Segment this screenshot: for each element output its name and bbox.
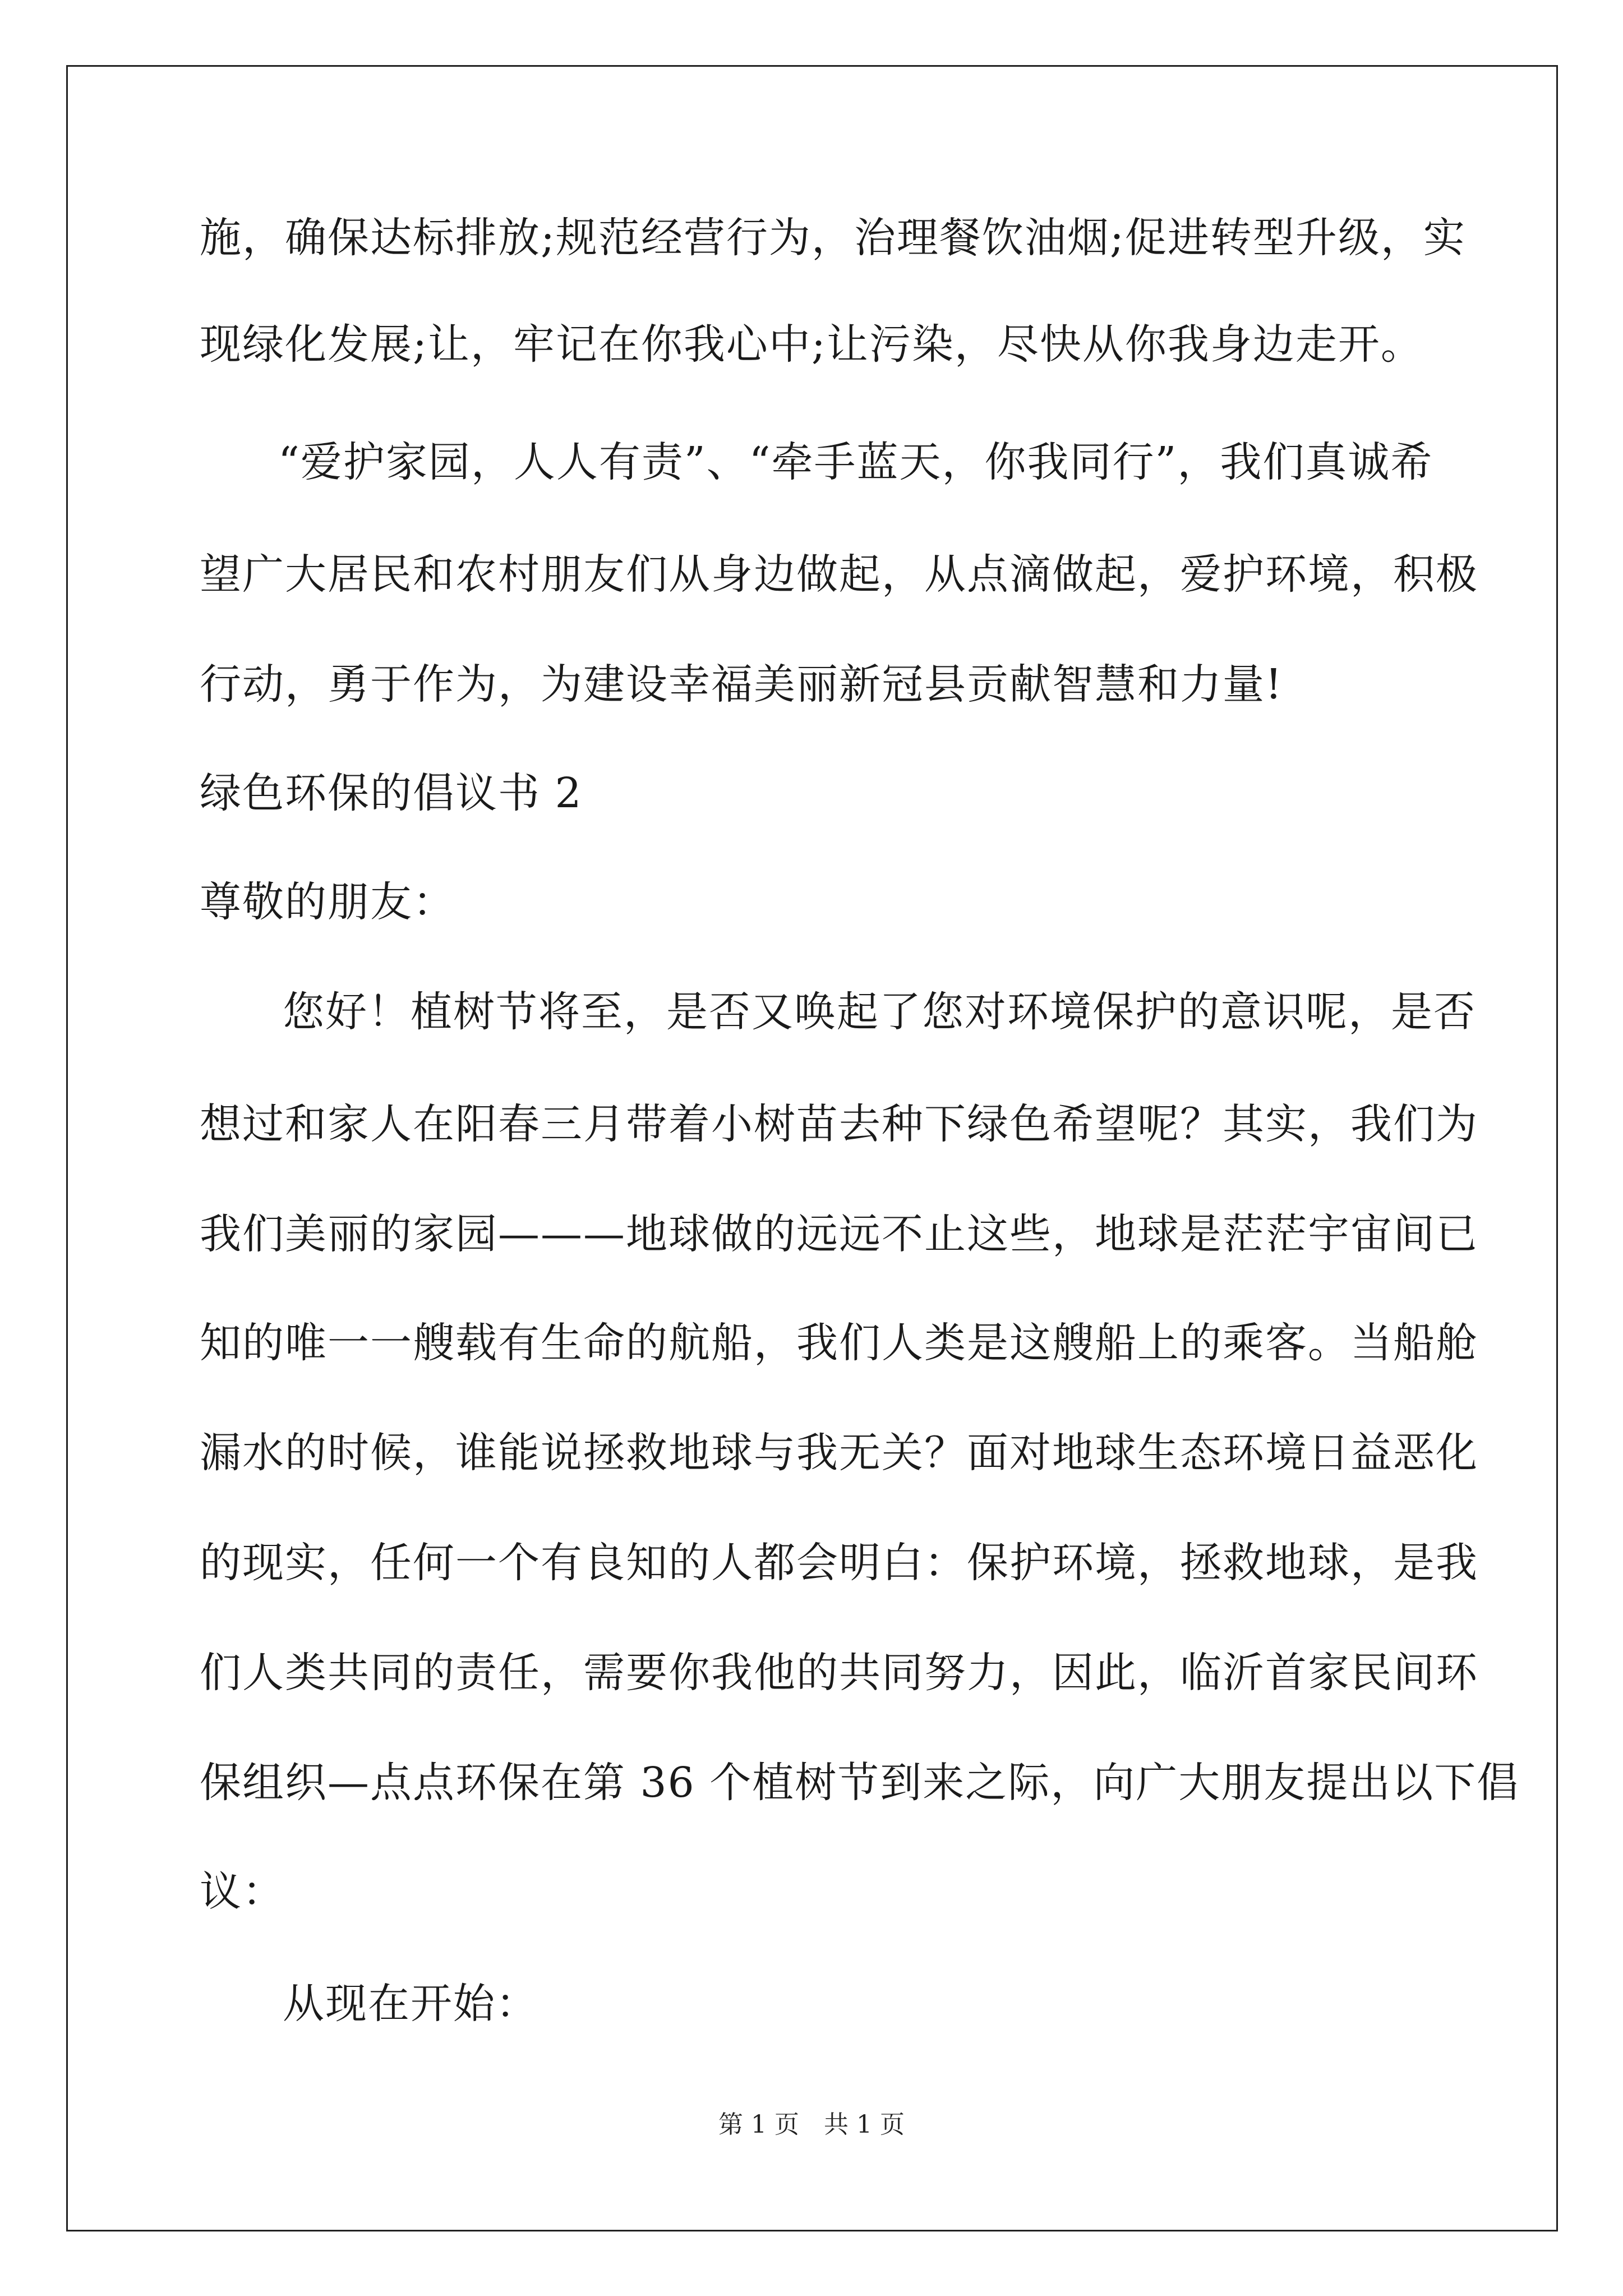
text-line: “爱护家园，人人有责”、“牵手蓝天，你我同行”，我们真诚希 bbox=[278, 438, 1433, 486]
text-line: 议： bbox=[200, 1867, 285, 1916]
text-line: 保组织—点点环保在第 36 个植树节到来之际，向广大朋友提出以下倡 bbox=[200, 1759, 1520, 1807]
text-line: 漏水的时候，谁能说拯救地球与我无关？面对地球生态环境日益恶化 bbox=[200, 1429, 1478, 1477]
text-line: 您好！植树节将至，是否又唤起了您对环境保护的意识呢，是否 bbox=[283, 988, 1476, 1036]
text-line: 想过和家人在阳春三月带着小树苗去种下绿色希望呢？其实，我们为 bbox=[200, 1100, 1478, 1148]
page-number: 第 1 页 共 1 页 bbox=[718, 2110, 905, 2139]
text-line: 们人类共同的责任，需要你我他的共同努力，因此，临沂首家民间环 bbox=[200, 1649, 1478, 1697]
text-line: 现绿化发展;让，牢记在你我心中;让污染，尽快从你我身边走开。 bbox=[200, 320, 1423, 369]
text-line: 从现在开始： bbox=[283, 1980, 538, 2028]
text-line: 望广大居民和农村朋友们从身边做起，从点滴做起，爱护环境，积极 bbox=[200, 550, 1478, 599]
salutation: 尊敬的朋友： bbox=[200, 878, 455, 926]
text-line: 施，确保达标排放;规范经营行为，治理餐饮油烟;促进转型升级，实 bbox=[200, 214, 1466, 262]
section-heading: 绿色环保的倡议书 2 bbox=[200, 769, 583, 817]
text-line: 行动，勇于作为，为建设幸福美丽新冠县贡献智慧和力量! bbox=[200, 660, 1283, 708]
text-line: 的现实，任何一个有良知的人都会明白：保护环境，拯救地球，是我 bbox=[200, 1539, 1478, 1587]
text-line: 我们美丽的家园———地球做的远远不止这些，地球是茫茫宇宙间已 bbox=[200, 1210, 1478, 1258]
text-line: 知的唯一一艘载有生命的航船，我们人类是这艘船上的乘客。当船舱 bbox=[200, 1319, 1478, 1367]
